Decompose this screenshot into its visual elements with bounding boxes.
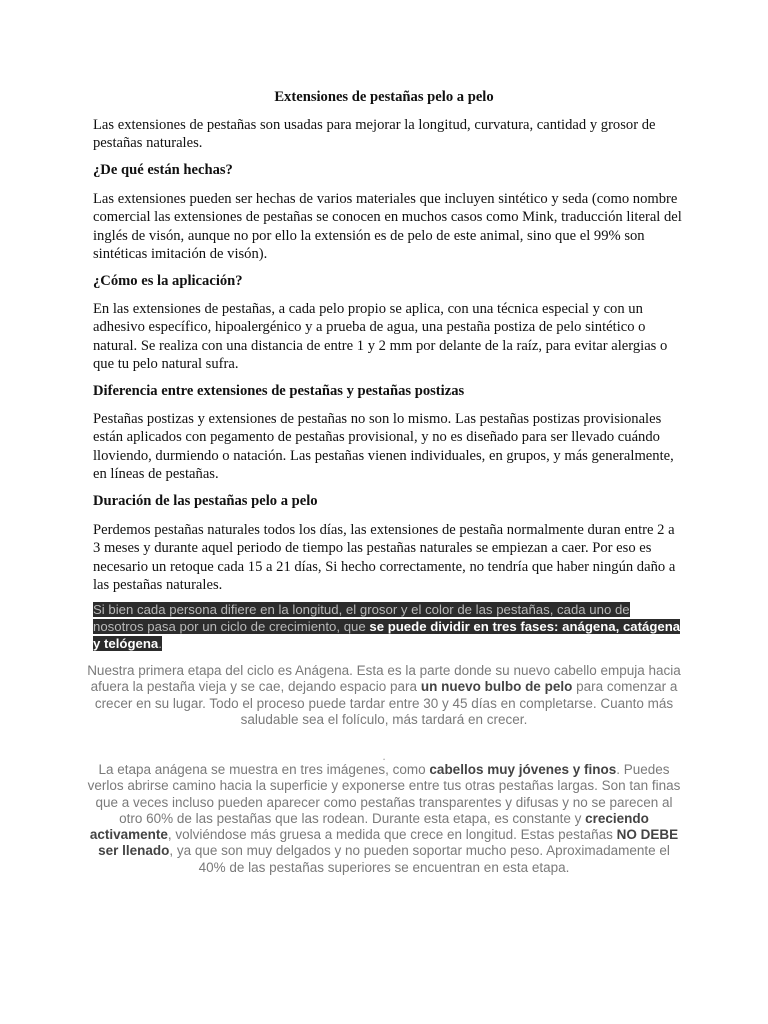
section-body-duration: Perdemos pestañas naturales todos los días, las extensiones de pestaña normalmente duran entre 2 a 3 meses y durante aquel periodo de tiempo las pestañas naturales se empiezan a caer. Por eso es necesario un retoque cada 15 a 21 días, Si hecho correctamente, no tendría que haber ningún daño a las pestañas naturales. bbox=[93, 522, 676, 593]
section-heading-materials: ¿De qué están hechas? bbox=[93, 162, 233, 178]
section-body-materials: Las extensiones pueden ser hechas de varios materiales que incluyen sintético y seda (como nombre comercial las extensiones de pestañas se conocen en muchos casos como Mink, traducción literal del inglés de visón, aunque no por ello la extensión es de pelo de este animal, sino que el 99% son sintéticas imitación de visón). bbox=[93, 191, 682, 262]
highlight-end: . bbox=[158, 636, 162, 652]
highlight-span bbox=[93, 602, 680, 651]
images-text-4: , ya que son muy delgados y no pueden soportar mucho peso. Aproximadamente el 40% de las pestañas superiores se encuentran en esta etapa. bbox=[169, 843, 670, 875]
images-bold-2: creciendo activamente bbox=[89, 810, 649, 843]
images-text-3: , volviéndose más gruesa a medida que crece en longitud. Estas pestañas bbox=[167, 827, 617, 843]
section-heading-difference: Diferencia entre extensiones de pestañas y pestañas postizas bbox=[93, 383, 465, 399]
document-title: Extensiones de pestañas pelo a pelo bbox=[274, 89, 494, 105]
images-text-2: . Puedes verlos abrirse camino hacia la superficie y exponerse entre tus otras pestañas largas. Son tan finas que a veces incluso pueden aparecer como pestañas transparentes y difusas y no se parecen al otro 60% de las pestañas que las rodean. Durante esta etapa, es constante y bbox=[87, 762, 681, 826]
anagen-text-1: Nuestra primera etapa del ciclo es Anágena. Esta es la parte donde su nuevo cabello empuja hacia afuera la pestaña vieja y se cae, dejando espacio para bbox=[87, 663, 681, 695]
intro-paragraph: Las extensiones de pestañas son usadas para mejorar la longitud, curvatura, cantidad y grosor de pestañas naturales. bbox=[93, 117, 656, 152]
paragraph-anagen-stage bbox=[86, 663, 682, 728]
highlight-text: Si bien cada persona difiere en la longitud, el grosor y el color de las pestañas, cada uno de nosotros pasa por un ciclo de crecimiento, que bbox=[93, 602, 630, 635]
images-bold-3: NO DEBE ser llenado bbox=[98, 827, 679, 859]
highlighted-paragraph bbox=[93, 601, 683, 653]
highlight-bold-text: se puede dividir en tres fases: anágena, catágena y telógena bbox=[93, 619, 681, 652]
paragraph-anagen-images bbox=[86, 762, 682, 876]
anagen-text-2: para comenzar a crecer en su lugar. Todo el proceso puede tardar entre 30 y 45 días en completarse. Cuanto más saludable sea el folículo, más tardará en crecer. bbox=[94, 679, 678, 727]
section-heading-application: ¿Cómo es la aplicación? bbox=[93, 273, 243, 289]
section-heading-duration: Duración de las pestañas pelo a pelo bbox=[93, 493, 318, 509]
anagen-bold-1: un nuevo bulbo de pelo bbox=[420, 679, 573, 695]
separator-dot: . bbox=[382, 749, 386, 763]
images-text-1: La etapa anágena se muestra en tres imágenes, como bbox=[98, 762, 430, 777]
section-body-difference: Pestañas postizas y extensiones de pestañas no son lo mismo. Las pestañas postizas provisionales están aplicados con pegamento de pestañas provisional, y no es diseñado para ser llevado cuándo lloviendo, durmiendo o natación. Las pestañas vienen individuales, en grupos, y más generalmente, en líneas de pestañas. bbox=[93, 411, 674, 482]
images-bold-1: cabellos muy jóvenes y finos bbox=[429, 762, 617, 777]
section-body-application: En las extensiones de pestañas, a cada pelo propio se aplica, con una técnica especial y con un adhesivo específico, hipoalergénico y a prueba de agua, una pestaña postiza de pelo sintético o natural. Se realiza con una distancia de entre 1 y 2 mm por delante de la raíz, para evitar alergias o que tu pelo natural sufra. bbox=[93, 301, 668, 372]
